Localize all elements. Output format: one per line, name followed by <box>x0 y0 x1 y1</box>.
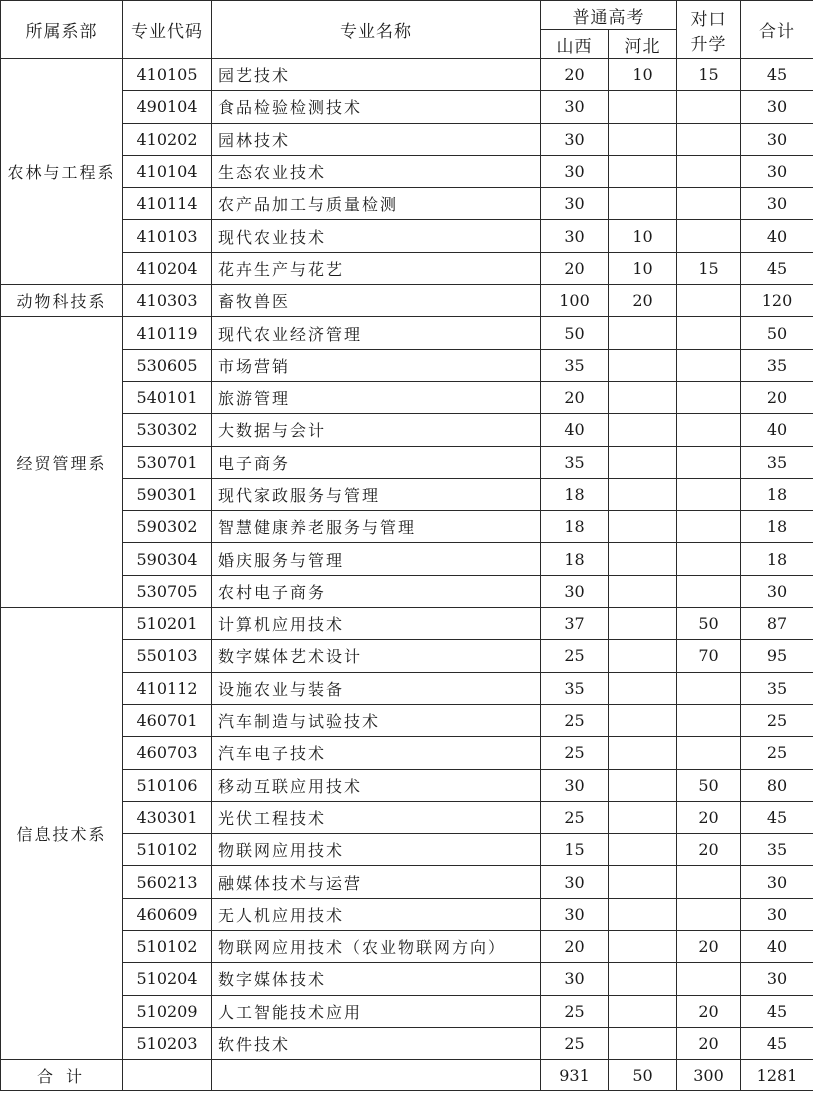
code-cell: 410103 <box>123 220 212 252</box>
table-row <box>1 220 813 252</box>
duikou-cell <box>677 414 741 446</box>
header-duikou <box>677 1 741 59</box>
total-cell: 40 <box>741 220 813 252</box>
hebei-cell <box>609 511 677 543</box>
code-cell: 460703 <box>123 737 212 769</box>
total-cell: 45 <box>741 59 813 91</box>
name-cell: 生态农业技术 <box>212 155 541 187</box>
hebei-cell <box>609 769 677 801</box>
name-cell: 光伏工程技术 <box>212 801 541 833</box>
total-cell: 40 <box>741 931 813 963</box>
table-row <box>1 91 813 123</box>
table-row <box>1 1027 813 1059</box>
shanxi-cell: 15 <box>541 834 609 866</box>
total-cell: 30 <box>741 866 813 898</box>
table-row <box>1 801 813 833</box>
table-body <box>1 59 813 1060</box>
duikou-cell <box>677 349 741 381</box>
name-cell: 婚庆服务与管理 <box>212 543 541 575</box>
totals-duikou: 300 <box>677 1060 741 1091</box>
hebei-cell <box>609 866 677 898</box>
shanxi-cell: 25 <box>541 704 609 736</box>
total-cell: 120 <box>741 285 813 317</box>
total-cell: 35 <box>741 349 813 381</box>
table-row <box>1 704 813 736</box>
shanxi-cell: 30 <box>541 123 609 155</box>
shanxi-cell: 50 <box>541 317 609 349</box>
shanxi-cell: 25 <box>541 737 609 769</box>
hebei-cell <box>609 188 677 220</box>
totals-label: 合 计 <box>1 1060 123 1091</box>
total-cell: 25 <box>741 737 813 769</box>
code-cell: 540101 <box>123 381 212 413</box>
total-cell: 45 <box>741 252 813 284</box>
duikou-cell: 15 <box>677 252 741 284</box>
table-row <box>1 446 813 478</box>
duikou-cell <box>677 511 741 543</box>
shanxi-cell: 30 <box>541 575 609 607</box>
name-cell: 园艺技术 <box>212 59 541 91</box>
hebei-cell <box>609 317 677 349</box>
code-cell: 590304 <box>123 543 212 575</box>
total-cell: 80 <box>741 769 813 801</box>
duikou-cell: 20 <box>677 1027 741 1059</box>
duikou-cell <box>677 381 741 413</box>
total-cell: 95 <box>741 640 813 672</box>
hebei-cell <box>609 478 677 510</box>
total-cell: 25 <box>741 704 813 736</box>
shanxi-cell: 25 <box>541 1027 609 1059</box>
duikou-cell <box>677 123 741 155</box>
shanxi-cell: 18 <box>541 478 609 510</box>
code-cell: 410204 <box>123 252 212 284</box>
name-cell: 汽车制造与试验技术 <box>212 704 541 736</box>
total-cell: 45 <box>741 1027 813 1059</box>
name-cell: 计算机应用技术 <box>212 608 541 640</box>
shanxi-cell: 20 <box>541 931 609 963</box>
table-row <box>1 898 813 930</box>
table-row <box>1 381 813 413</box>
table-row <box>1 995 813 1027</box>
table-row <box>1 769 813 801</box>
hebei-cell <box>609 381 677 413</box>
total-cell: 30 <box>741 575 813 607</box>
table-row <box>1 252 813 284</box>
duikou-cell <box>677 220 741 252</box>
hebei-cell <box>609 543 677 575</box>
total-cell: 35 <box>741 834 813 866</box>
total-cell: 18 <box>741 543 813 575</box>
total-cell: 30 <box>741 963 813 995</box>
shanxi-cell: 20 <box>541 59 609 91</box>
total-cell: 35 <box>741 672 813 704</box>
code-cell: 510203 <box>123 1027 212 1059</box>
name-cell: 农产品加工与质量检测 <box>212 188 541 220</box>
duikou-cell <box>677 866 741 898</box>
dept-cell: 农林与工程系 <box>1 59 123 285</box>
code-cell: 410104 <box>123 155 212 187</box>
hebei-cell <box>609 155 677 187</box>
name-cell: 旅游管理 <box>212 381 541 413</box>
header-duikou-line2: 升学 <box>690 34 727 55</box>
header-regular-exam: 普通高考 <box>541 1 677 30</box>
table-row <box>1 285 813 317</box>
name-cell: 物联网应用技术（农业物联网方向） <box>212 931 541 963</box>
hebei-cell <box>609 737 677 769</box>
hebei-cell: 20 <box>609 285 677 317</box>
code-cell: 460609 <box>123 898 212 930</box>
total-cell: 35 <box>741 446 813 478</box>
hebei-cell <box>609 575 677 607</box>
code-cell: 550103 <box>123 640 212 672</box>
shanxi-cell: 18 <box>541 543 609 575</box>
total-cell: 50 <box>741 317 813 349</box>
table-row <box>1 188 813 220</box>
shanxi-cell: 30 <box>541 91 609 123</box>
shanxi-cell: 35 <box>541 672 609 704</box>
header-code: 专业代码 <box>123 1 212 59</box>
name-cell: 现代家政服务与管理 <box>212 478 541 510</box>
hebei-cell <box>609 1027 677 1059</box>
hebei-cell: 10 <box>609 59 677 91</box>
duikou-cell: 15 <box>677 59 741 91</box>
table-header <box>1 1 813 59</box>
total-cell: 18 <box>741 511 813 543</box>
shanxi-cell: 25 <box>541 801 609 833</box>
shanxi-cell: 30 <box>541 769 609 801</box>
total-cell: 20 <box>741 381 813 413</box>
shanxi-cell: 18 <box>541 511 609 543</box>
table-row <box>1 543 813 575</box>
code-cell: 410202 <box>123 123 212 155</box>
header-total: 合计 <box>741 1 813 59</box>
code-cell: 410114 <box>123 188 212 220</box>
name-cell: 融媒体技术与运营 <box>212 866 541 898</box>
code-cell: 590301 <box>123 478 212 510</box>
name-cell: 物联网应用技术 <box>212 834 541 866</box>
duikou-cell <box>677 446 741 478</box>
hebei-cell <box>609 704 677 736</box>
hebei-cell <box>609 640 677 672</box>
total-cell: 87 <box>741 608 813 640</box>
duikou-cell: 20 <box>677 995 741 1027</box>
header-hebei: 河北 <box>609 30 677 59</box>
name-cell: 数字媒体艺术设计 <box>212 640 541 672</box>
table-row <box>1 478 813 510</box>
totals-row <box>1 1060 813 1091</box>
shanxi-cell: 35 <box>541 349 609 381</box>
duikou-cell <box>677 317 741 349</box>
name-cell: 现代农业技术 <box>212 220 541 252</box>
table-row <box>1 737 813 769</box>
table-row <box>1 155 813 187</box>
code-cell: 510201 <box>123 608 212 640</box>
hebei-cell <box>609 608 677 640</box>
duikou-cell <box>677 285 741 317</box>
hebei-cell: 10 <box>609 220 677 252</box>
duikou-cell <box>677 737 741 769</box>
table-row <box>1 414 813 446</box>
name-cell: 花卉生产与花艺 <box>212 252 541 284</box>
name-cell: 畜牧兽医 <box>212 285 541 317</box>
total-cell: 40 <box>741 414 813 446</box>
shanxi-cell: 25 <box>541 640 609 672</box>
hebei-cell <box>609 414 677 446</box>
duikou-cell: 20 <box>677 801 741 833</box>
total-cell: 45 <box>741 801 813 833</box>
name-cell: 人工智能技术应用 <box>212 995 541 1027</box>
duikou-cell <box>677 672 741 704</box>
table-row <box>1 931 813 963</box>
name-cell: 软件技术 <box>212 1027 541 1059</box>
shanxi-cell: 40 <box>541 414 609 446</box>
code-cell: 510209 <box>123 995 212 1027</box>
dept-cell: 信息技术系 <box>1 608 123 1060</box>
code-cell: 510102 <box>123 834 212 866</box>
duikou-cell: 70 <box>677 640 741 672</box>
shanxi-cell: 37 <box>541 608 609 640</box>
duikou-cell <box>677 963 741 995</box>
total-cell: 30 <box>741 898 813 930</box>
name-cell: 现代农业经济管理 <box>212 317 541 349</box>
code-cell: 530302 <box>123 414 212 446</box>
hebei-cell <box>609 834 677 866</box>
table-row <box>1 59 813 91</box>
totals-shanxi: 931 <box>541 1060 609 1091</box>
hebei-cell <box>609 801 677 833</box>
shanxi-cell: 30 <box>541 963 609 995</box>
code-cell: 510102 <box>123 931 212 963</box>
name-cell: 设施农业与装备 <box>212 672 541 704</box>
code-cell: 490104 <box>123 91 212 123</box>
hebei-cell <box>609 446 677 478</box>
code-cell: 510106 <box>123 769 212 801</box>
shanxi-cell: 30 <box>541 220 609 252</box>
shanxi-cell: 30 <box>541 155 609 187</box>
duikou-cell <box>677 91 741 123</box>
code-cell: 510204 <box>123 963 212 995</box>
name-cell: 无人机应用技术 <box>212 898 541 930</box>
code-cell: 410119 <box>123 317 212 349</box>
table-row <box>1 511 813 543</box>
table-row <box>1 317 813 349</box>
name-cell: 农村电子商务 <box>212 575 541 607</box>
hebei-cell <box>609 963 677 995</box>
header-name: 专业名称 <box>212 1 541 59</box>
hebei-cell <box>609 931 677 963</box>
shanxi-cell: 35 <box>541 446 609 478</box>
total-cell: 30 <box>741 91 813 123</box>
duikou-cell <box>677 575 741 607</box>
totals-hebei: 50 <box>609 1060 677 1091</box>
totals-total: 1281 <box>741 1060 813 1091</box>
code-cell: 410105 <box>123 59 212 91</box>
hebei-cell <box>609 672 677 704</box>
code-cell: 530701 <box>123 446 212 478</box>
code-cell: 460701 <box>123 704 212 736</box>
duikou-cell <box>677 155 741 187</box>
header-duikou-line1: 对口 <box>690 9 727 30</box>
name-cell: 大数据与会计 <box>212 414 541 446</box>
duikou-cell <box>677 188 741 220</box>
duikou-cell <box>677 478 741 510</box>
shanxi-cell: 100 <box>541 285 609 317</box>
code-cell: 590302 <box>123 511 212 543</box>
hebei-cell <box>609 91 677 123</box>
hebei-cell <box>609 898 677 930</box>
totals-code-cell <box>123 1060 212 1091</box>
shanxi-cell: 20 <box>541 252 609 284</box>
table-row <box>1 640 813 672</box>
hebei-cell <box>609 349 677 381</box>
dept-cell: 经贸管理系 <box>1 317 123 608</box>
shanxi-cell: 25 <box>541 995 609 1027</box>
code-cell: 530705 <box>123 575 212 607</box>
hebei-cell <box>609 123 677 155</box>
duikou-cell: 50 <box>677 608 741 640</box>
shanxi-cell: 30 <box>541 188 609 220</box>
table-row <box>1 349 813 381</box>
code-cell: 410303 <box>123 285 212 317</box>
duikou-cell: 50 <box>677 769 741 801</box>
name-cell: 移动互联应用技术 <box>212 769 541 801</box>
table-row <box>1 834 813 866</box>
total-cell: 30 <box>741 155 813 187</box>
dept-cell: 动物科技系 <box>1 285 123 317</box>
table-row <box>1 123 813 155</box>
table-row <box>1 672 813 704</box>
shanxi-cell: 30 <box>541 898 609 930</box>
total-cell: 30 <box>741 188 813 220</box>
name-cell: 市场营销 <box>212 349 541 381</box>
total-cell: 45 <box>741 995 813 1027</box>
duikou-cell: 20 <box>677 834 741 866</box>
shanxi-cell: 20 <box>541 381 609 413</box>
duikou-cell <box>677 898 741 930</box>
total-cell: 30 <box>741 123 813 155</box>
hebei-cell: 10 <box>609 252 677 284</box>
hebei-cell <box>609 995 677 1027</box>
header-dept: 所属系部 <box>1 1 123 59</box>
total-cell: 18 <box>741 478 813 510</box>
header-shanxi: 山西 <box>541 30 609 59</box>
totals-name-cell <box>212 1060 541 1091</box>
table-row <box>1 963 813 995</box>
name-cell: 数字媒体技术 <box>212 963 541 995</box>
code-cell: 410112 <box>123 672 212 704</box>
code-cell: 560213 <box>123 866 212 898</box>
name-cell: 园林技术 <box>212 123 541 155</box>
name-cell: 食品检验检测技术 <box>212 91 541 123</box>
name-cell: 电子商务 <box>212 446 541 478</box>
name-cell: 智慧健康养老服务与管理 <box>212 511 541 543</box>
table-footer <box>1 1060 813 1091</box>
duikou-cell <box>677 543 741 575</box>
name-cell: 汽车电子技术 <box>212 737 541 769</box>
table-row <box>1 575 813 607</box>
code-cell: 430301 <box>123 801 212 833</box>
table-row <box>1 866 813 898</box>
duikou-cell: 20 <box>677 931 741 963</box>
code-cell: 530605 <box>123 349 212 381</box>
duikou-cell <box>677 704 741 736</box>
shanxi-cell: 30 <box>541 866 609 898</box>
table-row <box>1 608 813 640</box>
